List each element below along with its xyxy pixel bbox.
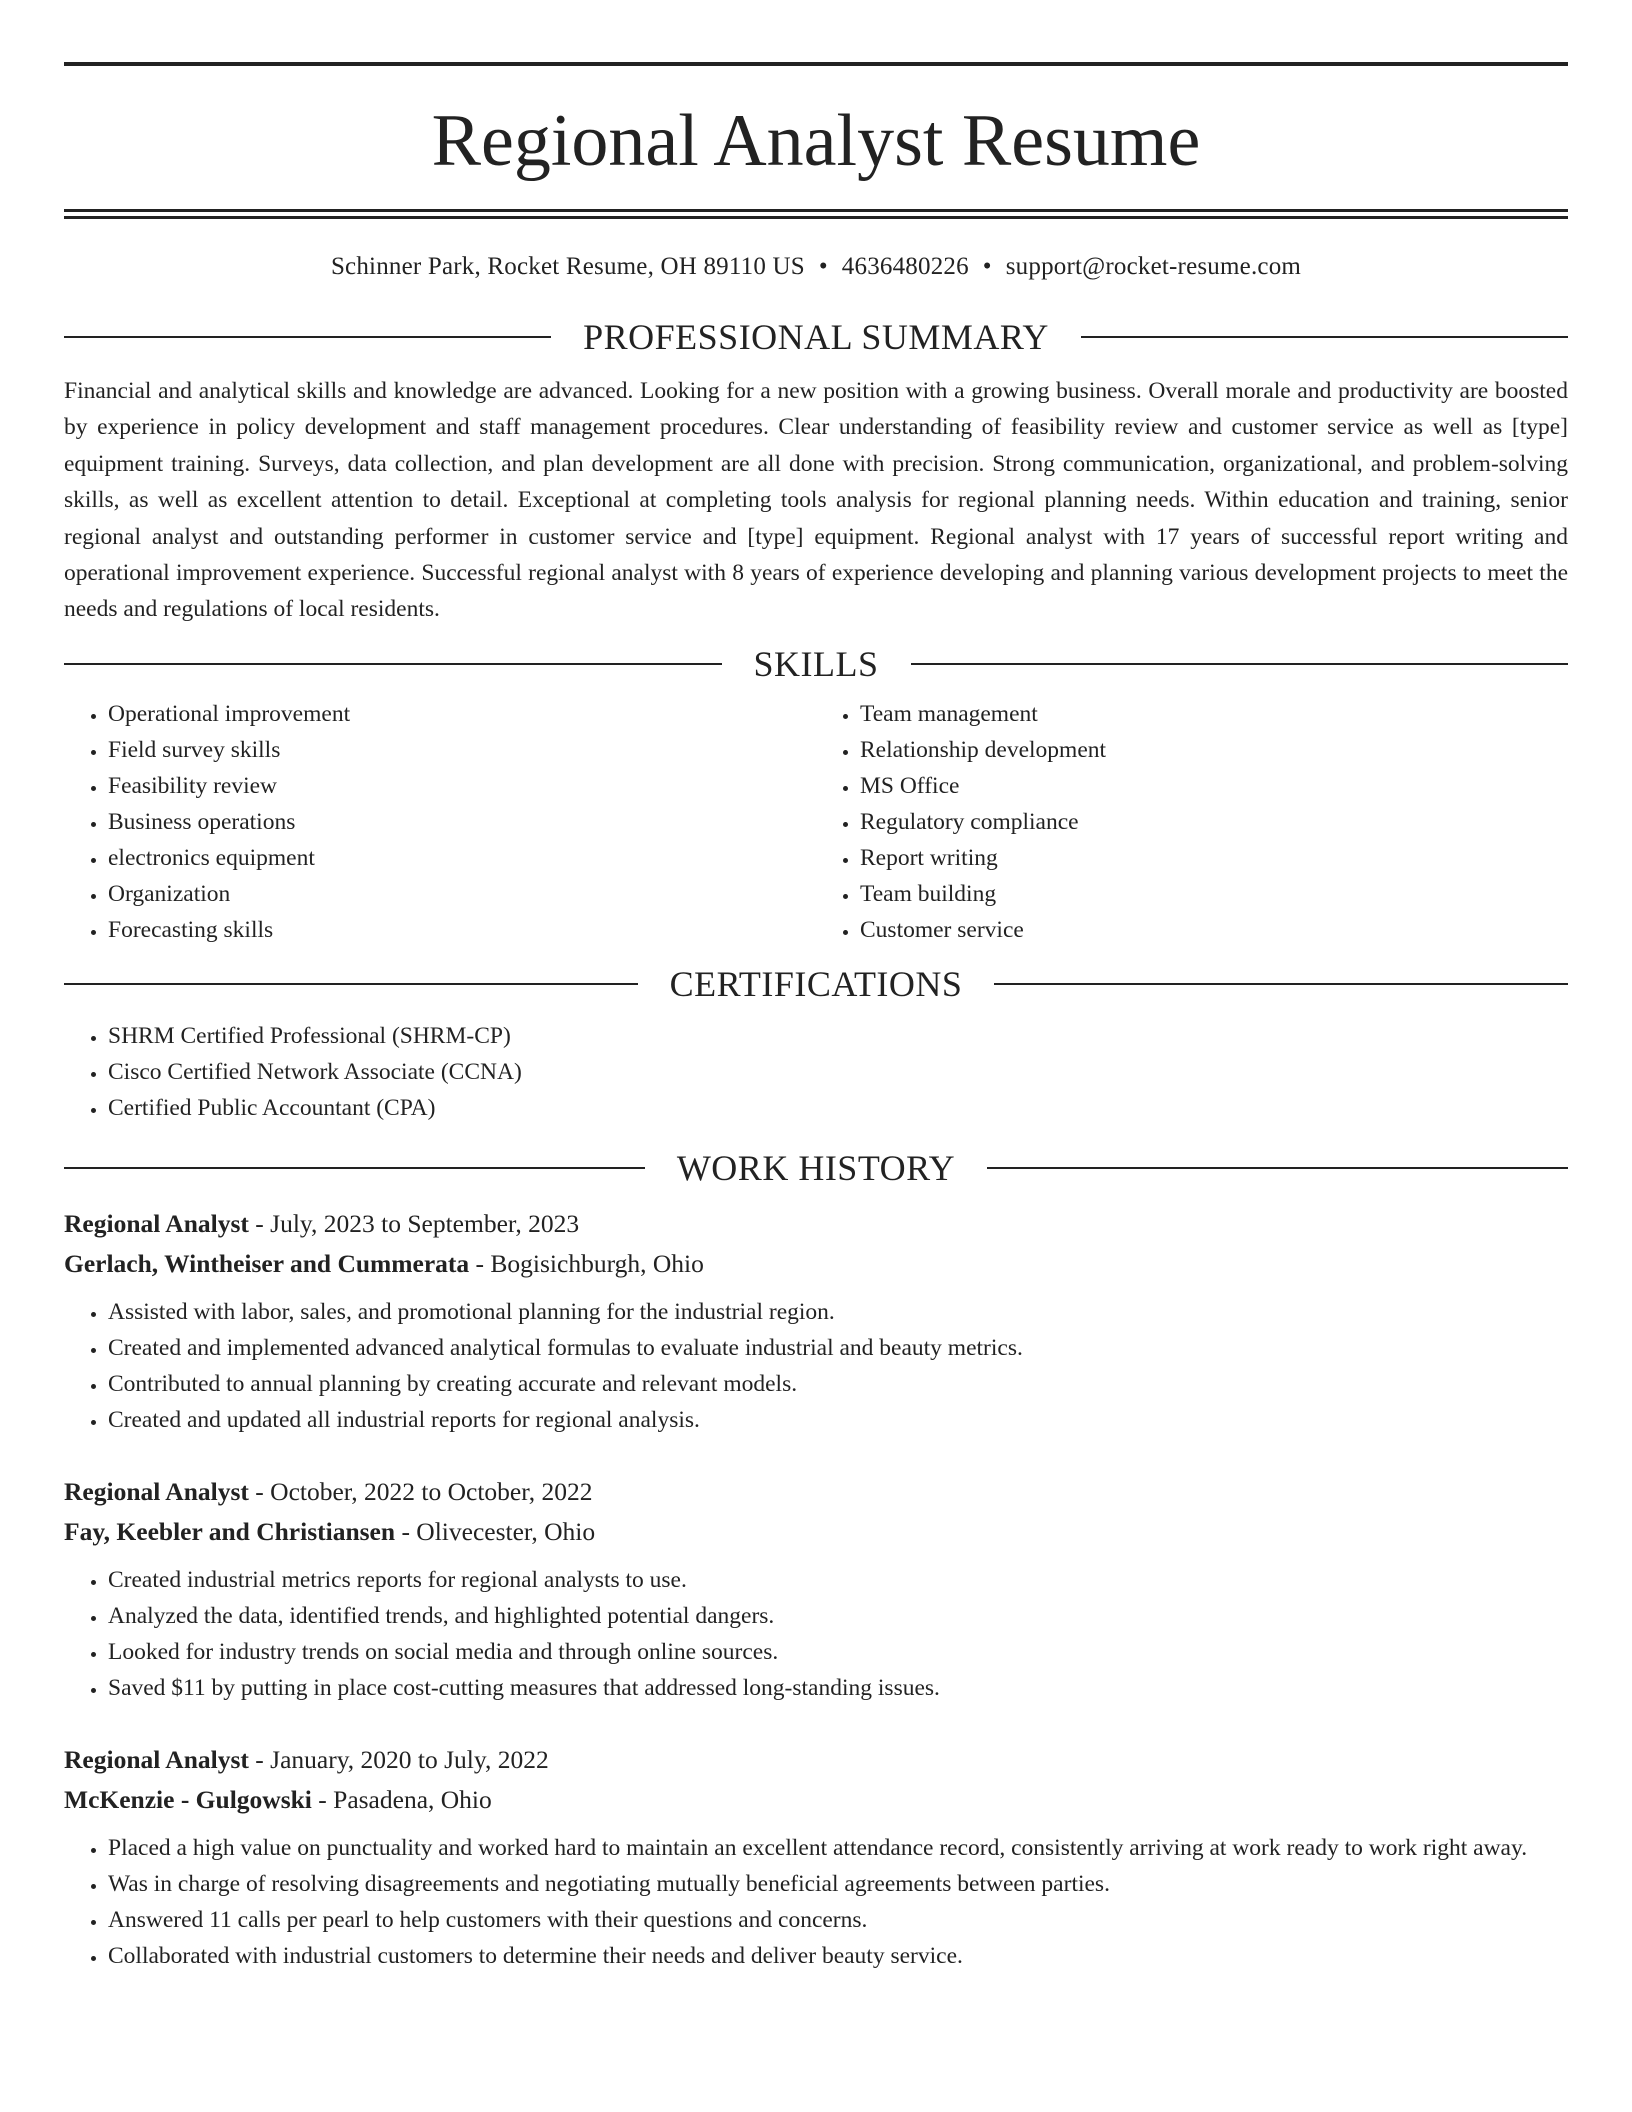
skill-item: • Forecasting skills [108, 912, 816, 948]
skill-item: • Team management [860, 696, 1568, 732]
job-entry [64, 1740, 1568, 1974]
heading-rule [994, 983, 1568, 985]
certification-item: • Certified Public Accountant (CPA) [108, 1090, 1568, 1126]
skill-item: • Operational improvement [108, 696, 816, 732]
heading-rule [1081, 336, 1568, 338]
skills-columns [64, 696, 1568, 948]
skill-item: • Business operations [108, 804, 816, 840]
skill-item: • Customer service [860, 912, 1568, 948]
job-entry [64, 1204, 1568, 1438]
section-title: WORK HISTORY [676, 1147, 956, 1188]
job-company: Fay, Keebler and Christiansen [64, 1516, 396, 1546]
job-bullet: • Assisted with labor, sales, and promotional planning for the industrial region. [108, 1294, 1568, 1330]
summary-text: Financial and analytical skills and knowledge are advanced. Looking for a new position with a growing business. Overall morale and productivity are boosted by experience in policy development and staff management procedures. Clear understanding of feasibility review and customer service as well as [type] equipment training. Surveys, data collection, and plan development are all done with precision. Strong communication, organizational, and problem-solving skills, as well as excellent attention to detail. Exceptional at completing tools analysis for regional planning needs. Within education and training, senior regional analyst and outstanding performer in customer service and [type] equipment. Regional analyst with 17 years of successful report writing and operational improvement experience. Successful regional analyst with 8 years of experience developing and planning various development projects to meet the needs and regulations of local residents. [64, 378, 1568, 623]
heading-rule [987, 1167, 1568, 1169]
top-rule [64, 62, 1568, 66]
skill-item: • Relationship development [860, 732, 1568, 768]
job-company: McKenzie - Gulgowski [64, 1784, 312, 1814]
skill-item: • MS Office [860, 768, 1568, 804]
certification-item: • SHRM Certified Professional (SHRM-CP) [108, 1018, 1568, 1054]
job-bullet: • Looked for industry trends on social media and through online sources. [108, 1634, 1568, 1670]
job-bullet: • Contributed to annual planning by creating accurate and relevant models. [108, 1366, 1568, 1402]
section-heading-summary [64, 315, 1568, 359]
section-title: SKILLS [753, 643, 879, 684]
job-company: Gerlach, Wintheiser and Cummerata [64, 1248, 470, 1278]
job-location: - Olivecester, Ohio [395, 1516, 596, 1546]
job-bullet: • Saved $11 by putting in place cost-cutting measures that addressed long-standing issues. [108, 1670, 1568, 1706]
job-title-line [64, 1740, 1568, 1780]
job-title-line [64, 1472, 1568, 1512]
job-title: Regional Analyst [64, 1208, 249, 1238]
job-title: Regional Analyst [64, 1744, 249, 1774]
job-bullet: • Was in charge of resolving disagreements and negotiating mutually beneficial agreements between parties. [108, 1866, 1568, 1902]
job-bullet: • Answered 11 calls per pearl to help customers with their questions and concerns. [108, 1902, 1568, 1938]
contact-address: Schinner Park, Rocket Resume, OH 89110 US [330, 253, 805, 280]
job-bullet: • Placed a high value on punctuality and worked hard to maintain an excellent attendance record, consistently arriving at work ready to work right away. [108, 1830, 1568, 1866]
section-title: CERTIFICATIONS [669, 963, 963, 1004]
contact-separator: • [818, 253, 828, 280]
job-bullet: • Created and updated all industrial reports for regional analysis. [108, 1402, 1568, 1438]
certification-item: • Cisco Certified Network Associate (CCNA) [108, 1054, 1568, 1090]
job-entry [64, 1472, 1568, 1706]
skill-item: • Organization [108, 876, 816, 912]
skill-item: • Report writing [860, 840, 1568, 876]
job-title: Regional Analyst [64, 1476, 249, 1506]
job-bullets [64, 1294, 1568, 1438]
job-bullet: • Created and implemented advanced analytical formulas to evaluate industrial and beauty metrics. [108, 1330, 1568, 1366]
skills-list-left [64, 696, 816, 948]
job-bullets [64, 1562, 1568, 1706]
contact-email[interactable]: support@rocket-resume.com [1005, 253, 1302, 280]
skill-item: • Field survey skills [108, 732, 816, 768]
job-company-line [64, 1780, 1568, 1820]
section-heading-skills [64, 642, 1568, 686]
skill-item: • Team building [860, 876, 1568, 912]
resume-content [64, 62, 1568, 1974]
job-location: - Pasadena, Ohio [311, 1784, 492, 1814]
job-dates: - January, 2020 to July, 2022 [248, 1744, 549, 1774]
contact-line [64, 253, 1568, 287]
heading-rule [64, 336, 551, 338]
section-heading-work-history [64, 1146, 1568, 1190]
heading-rule [911, 663, 1569, 665]
skill-item: • Feasibility review [108, 768, 816, 804]
job-dates: - October, 2022 to October, 2022 [248, 1476, 593, 1506]
section-heading-certifications [64, 962, 1568, 1006]
job-bullet: • Collaborated with industrial customers to determine their needs and deliver beauty service. [108, 1938, 1568, 1974]
skill-item: • Regulatory compliance [860, 804, 1568, 840]
job-bullets [64, 1830, 1568, 1974]
contact-phone[interactable]: 4636480226 [841, 253, 969, 280]
resume-title: Regional Analyst Resume [431, 100, 1201, 182]
work-history-list [64, 1204, 1568, 1974]
heading-rule [64, 1167, 645, 1169]
skill-item: • electronics equipment [108, 840, 816, 876]
skills-list-right [816, 696, 1568, 948]
section-title: PROFESSIONAL SUMMARY [583, 317, 1049, 357]
title-double-rule [64, 209, 1568, 219]
heading-rule [64, 983, 638, 985]
job-dates: - July, 2023 to September, 2023 [248, 1208, 580, 1238]
job-company-line [64, 1244, 1568, 1284]
heading-rule [64, 663, 722, 665]
job-title-line [64, 1204, 1568, 1244]
contact-separator: • [982, 253, 992, 280]
job-bullet: • Created industrial metrics reports for regional analysts to use. [108, 1562, 1568, 1598]
job-location: - Bogisichburgh, Ohio [469, 1248, 704, 1278]
job-bullet: • Analyzed the data, identified trends, and highlighted potential dangers. [108, 1598, 1568, 1634]
certifications-list [64, 1018, 1568, 1126]
job-company-line [64, 1512, 1568, 1552]
